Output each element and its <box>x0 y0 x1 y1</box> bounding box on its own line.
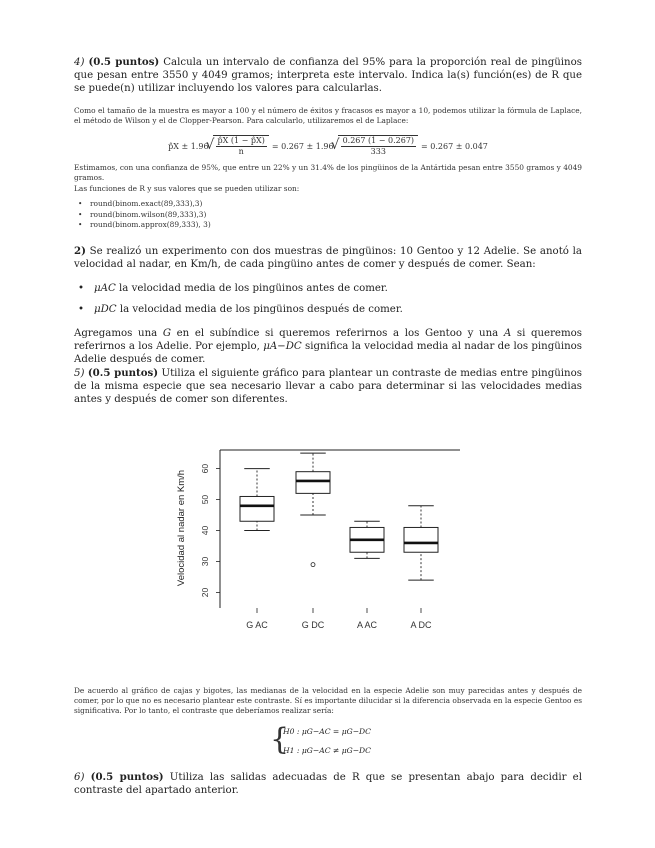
question-5 <box>74 367 582 406</box>
question-5-points: (0.5 puntos) <box>87 367 159 379</box>
definition-text: la velocidad media de los pingüinos antes de comer. <box>115 283 388 294</box>
r-function-item: • round(binom.approx(89,333), 3) <box>78 220 211 231</box>
mu-dc-symbol: μDC <box>94 304 117 315</box>
formula-sqrt-2 <box>338 135 418 157</box>
definition-item <box>78 278 403 299</box>
question-6-number: 6) <box>74 772 85 783</box>
answer-4-conclusion: Estimamos, con una confianza de 95%, que entre un 22% y un 31.4% de los pingüinos de la Antártida pesan entre 3550 gramos y 4049 gramos. <box>74 163 582 182</box>
brace: { <box>270 722 290 757</box>
y-tick-label: 20 <box>200 587 210 598</box>
definition-item <box>78 299 403 320</box>
x-tick-label: G DC <box>301 620 325 630</box>
r-function-item: • round(binom.exact(89,333),3) <box>78 199 211 210</box>
formula-frac1-den: n <box>238 147 244 156</box>
formula-frac2-num: √ 0.267 (1 − 0.267) <box>342 136 415 145</box>
mu-ac-symbol: μAC <box>94 283 116 294</box>
x-tick-label: A AC <box>356 620 378 630</box>
answer-4-intro: Como el tamaño de la muestra es mayor a 100 y el número de éxitos y fracasos es mayor a 10, podemos utilizar la fórmula de Laplace, el método de Wilson y el de Clopper-Pearson. Para calcularlo, utilizaremos el de Laplace: <box>74 106 582 125</box>
question-4 <box>74 56 582 95</box>
formula-sqrt-1 <box>213 135 269 157</box>
question-2-number: 2) <box>74 245 86 257</box>
formula-frac1-num: √ p̂X (1 − p̂X) <box>217 136 265 145</box>
box-iqr <box>404 527 438 552</box>
r-function-item: • round(binom.wilson(89,333),3) <box>78 210 211 221</box>
answer-5-text: De acuerdo al gráfico de cajas y bigotes, las medianas de la velocidad en la especie Adelie son muy parecidas antes y después de comer, por lo que no es necesario plantear este contraste. Sí es importante dilucidar si la diferencia observada en la especie Gentoo es significativa. Por lo tanto, el contraste que deberíamos realizar sería: <box>74 686 582 715</box>
question-6-points: (0.5 puntos) <box>90 771 164 783</box>
y-tick-label: 40 <box>200 525 210 536</box>
r-functions-list <box>78 199 211 231</box>
x-tick-label: G AC <box>246 620 268 630</box>
subscript-explanation: Agregamos una G en el subíndice si queremos referirnos a los Gentoo y una A si queremos referirnos a los Adelie. Por ejemplo, μA−DC significa la velocidad media al nadar de los pingüinos Adelie después de comer. <box>74 328 583 365</box>
question-4-text: Calcula un intervalo de confianza del 95% para la proporción real de pingüinos que pesan entre 3550 y 4049 gramos; interpreta este intervalo. Indica la(s) función(es) de R que se puede(n) utilizar incluyendo los valores para calcularlas. <box>74 57 582 94</box>
box-iqr <box>350 527 384 552</box>
y-tick-label: 30 <box>200 556 210 567</box>
question-4-points: (0.5 puntos) <box>88 56 160 68</box>
x-tick-label: A DC <box>410 620 432 630</box>
alternative-hypothesis: H1 : μG−AC ≠ μG−DC <box>283 746 371 755</box>
question-2-text: Se realizó un experimento con dos muestras de pingüinos: 10 Gentoo y 12 Adelie. Se anotó la velocidad al nadar, en Km/h, de cada pingüino antes de comer y después de comer. Sean: <box>74 246 582 270</box>
definitions-list <box>78 278 403 320</box>
question-4-number: 4) <box>74 57 85 68</box>
formula-lhs: p̂X ± 1.96 <box>168 141 209 151</box>
question-6 <box>74 771 582 797</box>
y-tick-label: 50 <box>200 494 210 505</box>
outlier-point <box>311 563 315 567</box>
formula-frac2-den: 333 <box>370 147 386 156</box>
question-2 <box>74 245 582 271</box>
definition-text: la velocidad media de los pingüinos después de comer. <box>116 304 403 315</box>
y-axis-label: Velocidad al nadar en Km/h <box>176 469 187 587</box>
hypotheses <box>270 722 470 762</box>
box-iqr <box>240 496 274 521</box>
box-iqr <box>296 472 330 494</box>
null-hypothesis: H0 : μG−AC = μG−DC <box>283 727 371 736</box>
question-5-number: 5) <box>74 368 85 379</box>
laplace-formula <box>74 132 582 160</box>
answer-4-functions-intro: Las funciones de R y sus valores que se pueden utilizar son: <box>74 184 300 193</box>
formula-eq1: = 0.267 ± 1.96 <box>271 141 334 151</box>
y-tick-label: 60 <box>200 463 210 474</box>
formula-eq2: = 0.267 ± 0.047 <box>421 141 488 151</box>
question-5-text: Utiliza el siguiente gráfico para plantear un contraste de medias entre pingüinos de la misma especie que sea necesario llevar a cabo para determinar si las velocidades medias antes y después de comer son diferentes. <box>74 368 582 405</box>
question-6-text: Utiliza las salidas adecuadas de R que se presentan abajo para decidir el contraste del apartado anterior. <box>74 772 582 796</box>
